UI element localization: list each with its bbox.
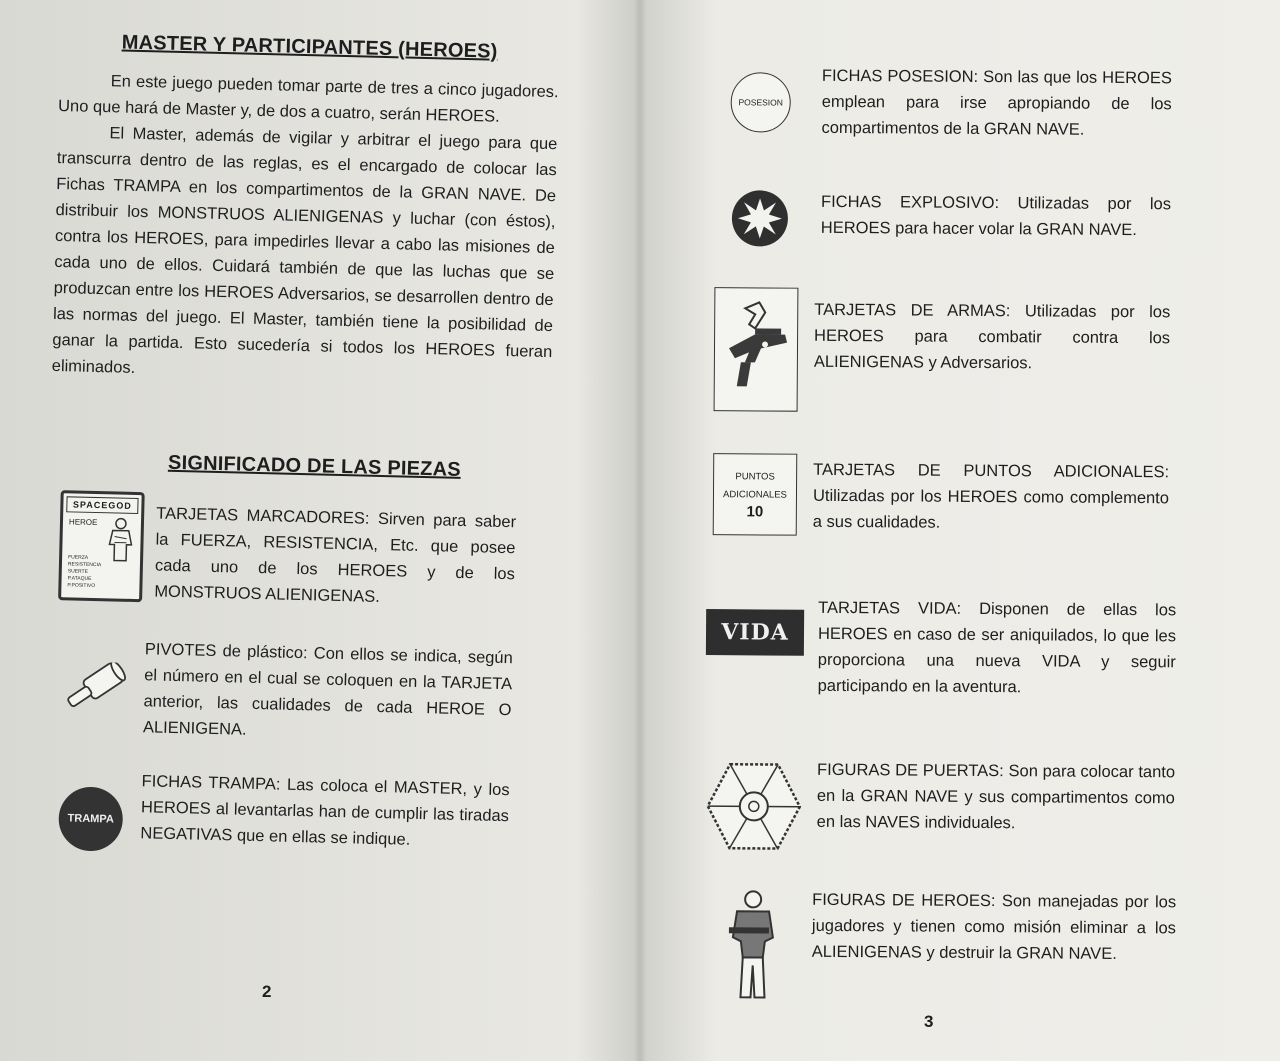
list-item — [46, 490, 549, 614]
item-text: TARJETAS DE ARMAS: Utilizadas por los HEROES para combatir contra los ALIENIGENAS y Adversarios. — [813, 300, 1171, 373]
item-text: TARJETAS VIDA: Disponen de ellas los HEROES en caso de ser aniquilados, lo que les proporciona una nueva VIDA y seguir participando en la aventura. — [817, 598, 1177, 697]
weapon-card-icon — [698, 286, 815, 413]
left-page — [0, 0, 636, 1061]
hero-figure-icon — [693, 886, 812, 1005]
item-text: FICHAS POSESION: Son las que los HEROES emplean para irse apropiando de los compartimentos de la GRAN NAVE. — [821, 66, 1172, 139]
door-figure-icon — [694, 756, 813, 857]
list-item — [696, 594, 1242, 702]
item-text: FIGURAS DE PUERTAS: Son para colocar tanto en la GRAN NAVE y sus compartimentos como en las NAVES individuales. — [816, 760, 1176, 833]
bonus-points-card-icon: PUNTOS ADICIONALES 10 — [697, 452, 814, 537]
marker-card-icon: SPACEGOD HEROE FUERZA RESISTENCIA SUERTE P.ATAQUE P.POSITIVO — [46, 490, 157, 603]
list-item — [693, 886, 1239, 1008]
vida-card-icon: VIDA — [696, 594, 815, 671]
item-text: FIGURAS DE HEROES: Son manejadas por los jugadores y tienen como misión eliminar a los ALIENIGENAS y destruir la GRAN NAVE. — [811, 890, 1177, 963]
page-title: MASTER Y PARTICIPANTES (HEROES) — [121, 31, 498, 63]
explosive-token-icon — [699, 188, 821, 249]
posesion-token-icon: POSESION — [699, 62, 822, 143]
trampa-token-icon: TRAMPA — [39, 766, 142, 872]
list-item — [699, 188, 1244, 252]
master-paragraph: El Master, además de vigilar y arbitrar el juego para que transcurra dentro de las reglas, es el encargado de colocar las Fichas TRAMPA en los compartimentos de la GRAN NAVE. De distribuir los MONSTRUOS ALIENIGENAS y luchar (con éstos), contra los HEROES, para impedirles llevar a cabo las misiones de cada uno de ellos. Cuidará también de que las luchas que se produzcan entre los HEROES Adversarios, se desarrollen dentro de las normas del juego. El Master, también tiene la posibilidad de ganar la partida. Esto sucedería si todos los HEROES fueran eliminados. — [51, 124, 558, 377]
intro-paragraph: En este juego pueden tomar parte de tres a cinco jugadores. Uno que hará de Master y, de dos a cuatro, serán HEROES. — [57, 72, 559, 126]
item-text: TARJETAS MARCADORES: Sirven para saber la FUERZA, RESISTENCIA, Etc. que posee cada uno de los HEROES y de los MONSTRUOS ALIENIGENAS. — [154, 504, 517, 606]
list-item — [43, 634, 545, 750]
list-item — [698, 286, 1244, 416]
list-item — [39, 766, 541, 882]
item-text: FICHAS EXPLOSIVO: Utilizadas por los HEROES para hacer volar la GRAN NAVE. — [820, 192, 1172, 240]
pivot-icon — [43, 634, 146, 740]
page-number: 3 — [924, 1012, 934, 1031]
section-title: SIGNIFICADO DE LAS PIEZAS — [167, 451, 462, 481]
list-item — [694, 756, 1240, 860]
item-text: FICHAS TRAMPA: Las coloca el MASTER, y los HEROES al levantarlas han de cumplir las tiradas NEGATIVAS que en ellas se indique. — [140, 772, 510, 849]
list-item — [697, 452, 1243, 540]
right-page — [640, 0, 1280, 1061]
page-number: 2 — [262, 982, 272, 1001]
list-item — [699, 62, 1245, 146]
item-text: TARJETAS DE PUNTOS ADICIONALES: Utilizadas por los HEROES como complemento a sus cualidades. — [812, 460, 1170, 532]
item-text: PIVOTES de plástico: Con ellos se indica, según el número en el cual se coloquen en la TARJETA anterior, las cualidades de cada HEROE O ALIENIGENA. — [142, 640, 514, 739]
